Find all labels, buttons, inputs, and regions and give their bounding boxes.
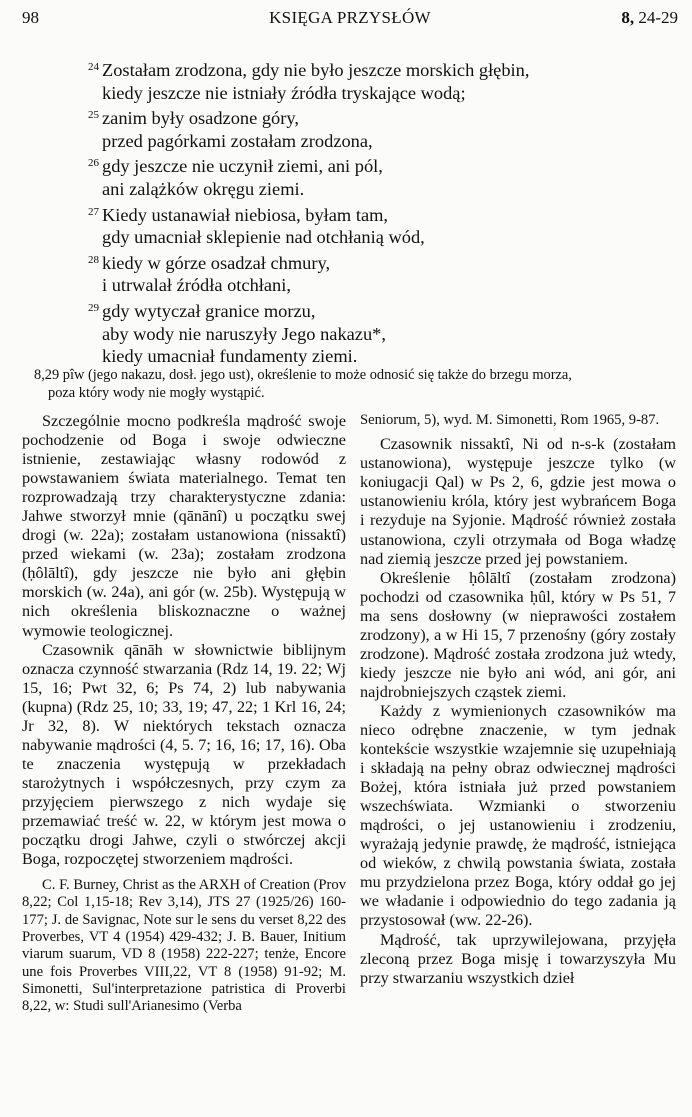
verse-text: gdy umacniał sklepienie nad otchłanią wód,	[102, 227, 425, 248]
verse-text: przed pagórkami zostałam zrodzona,	[102, 130, 373, 151]
verse-text: Zostałam zrodzona, gdy nie było jeszcze morskich głębin,	[102, 60, 530, 80]
commentary-paragraph: Określenie ḥôlāltî (zostałam zrodzona) pochodzi od czasownika ḥûl, który w Ps 51, 7 ma sens dosłowny (w nieprawości zostałem zrodzony), a w Hi 15, 7 przenośny (góry zostały zrodzone). Mądrość została zrodzona już wtedy, kiedy jeszcze nie było ani wód, ani gór, ani najdrobniejszych cząstek ziemi.	[360, 568, 676, 701]
verse-text: gdy jeszcze nie uczynił ziemi, ani pól,	[102, 156, 383, 177]
verse-line	[88, 178, 648, 201]
verse-line	[88, 56, 648, 82]
verse-line	[88, 152, 648, 178]
verse-text: Kiedy ustanawiał niebiosa, byłam tam,	[102, 204, 389, 225]
commentary-paragraph: Mądrość, tak uprzywilejowana, przyjęła zleconą przez Boga misję i towarzyszyła Mu przy stwarzaniu wszystkich dzieł	[360, 930, 676, 987]
verse-text: kiedy w górze osadzał chmury,	[102, 252, 331, 273]
bibliography-entry: C. F. Burney, Christ as the ARXH of Creation (Prov 8,22; Col 1,15-18; Rev 3,14), JTS 27 (1925/26) 160-177; J. de Savignac, Note sur le sens du verset 8,22 des Proverbes, VT 4 (1954) 429-432; J. B. Bauer, Initium viarum suarum, VD 8 (1958) 222-227; tenże, Encore une fois Proverbes VIII,22, VT 8 (1958) 91-92; M. Simonetti, Sul'interpretazione patristica di Proverbi 8,22, w: Studi sull'Arianesimo (Verba	[22, 877, 346, 1015]
verse-number: 29	[88, 301, 99, 314]
chapter-verse-ref	[621, 8, 678, 28]
verse-text: kiedy umacniał fundamenty ziemi.	[102, 346, 358, 367]
verse-number: 26	[88, 157, 99, 170]
verse-number: 28	[88, 253, 99, 266]
verse-line	[88, 201, 648, 227]
verse-line	[88, 345, 648, 368]
commentary-paragraph: Czasownik nissaktî, Ni od n-s-k (zostałam ustanowiona), występuje jeszcze tylko (w koniugacji Qal) w Ps 2, 6, gdzie jest mowa o ustanowieniu króla, który jest wybrańcem Boga i rezyduje na Syjonie. Mądrość również została ustanowiona, czyli otrzymała od Boga władzę nad ziemią jeszcze przed jej powstaniem.	[360, 435, 676, 568]
verse-number: 25	[88, 109, 99, 122]
verse-line	[88, 274, 648, 297]
commentary-paragraph: Szczególnie mocno podkreśla mądrość swoje pochodzenie od Boga i swoje odwieczne istnienie, zestawiając własny rodowód z powstawaniem świata materialnego. Temat ten rozprowadzają trzy charakterystyczne zdania: Jahwe stworzył mnie (qānānî) u początku swej drogi (w. 22a); zostałam ustanowiona (nissaktî) przed wiekami (w. 23a); zostałam zrodzona (ḥôlāltî), gdy jeszcze nie było ani głębin morskich (w. 24a), ani gór (w. 25b). Występują w nich określenia bliskoznaczne o ważnej wymowie teologicznej.	[22, 412, 346, 640]
commentary-paragraph: Każdy z wymienionych czasowników ma nieco odrębne znaczenie, w tym jednak kontekście wszystkie wzajemnie się uzupełniają i składają na pełny obraz odwiecznej mądrości Bożej, która istniała już przed powstaniem wszechświata. Wzmianki o stworzeniu mądrości, o jej ustanowieniu i zrodzeniu, wyrażają jedynie prawdę, że mądrość, istniejąca od wieków, z chwilą powstania świata, została mu przydzielona przez Boga, który oddał go jej we władanie i odpowiednio do tego zadania ją przystosował (ww. 22-26).	[360, 701, 676, 930]
verse-text: aby wody nie naruszyły Jego nakazu*,	[102, 323, 386, 344]
chapter-number: 8,	[621, 8, 635, 27]
footnote-line: 8,29 pîw (jego nakazu, dosł. jego ust), określenie to może odnosić się także do brzegu morza,	[34, 367, 572, 383]
verse-number: 24	[88, 61, 99, 73]
commentary-right-column	[360, 412, 676, 988]
page-number: 98	[22, 8, 39, 27]
verse-range: 24-29	[638, 8, 678, 27]
footnote-line: poza który wody nie mogły wystąpić.	[48, 384, 265, 401]
verse-line	[88, 323, 648, 346]
verse-line	[88, 226, 648, 249]
page-header	[22, 8, 678, 34]
verse-line	[88, 297, 648, 323]
verse-line	[88, 82, 648, 105]
verse-text: i utrwalał źródła otchłani,	[102, 275, 291, 296]
poem-block	[88, 56, 648, 368]
verse-text: ani zalążków okręgu ziemi.	[102, 178, 305, 199]
verse-line	[88, 249, 648, 275]
commentary-paragraph: Czasownik qānāh w słownictwie biblijnym oznacza czynność stwarzania (Rdz 14, 19. 22; Wj 15, 16; Pwt 32, 6; Ps 74, 2) lub nabywania (kupna) (Rdz 25, 10; 33, 19; 47, 22; 1 Krl 16, 24; Jr 32, 8). W niektórych tekstach oznacza nabywanie mądrości (4, 5. 7; 16, 16; 17, 16). Oba te znaczenia występują w przekładach starożytnych i współczesnych, przy czym za przyjęciem pierwszego z nich wydaje się przemawiać treść w. 22, w którym jest mowa o początku drogi Jahwe, czyli o stwórczej akcji Boga, rozpoczętej stworzeniem mądrości.	[22, 640, 346, 869]
verse-text: gdy wytyczał granice morzu,	[102, 300, 316, 321]
book-title: KSIĘGA PRZYSŁÓW	[269, 8, 431, 27]
verse-text: zanim były osadzone góry,	[102, 108, 299, 129]
verse-line	[88, 104, 648, 130]
commentary-left-column	[22, 412, 346, 1016]
verse-line	[88, 130, 648, 153]
verse-number: 27	[88, 205, 99, 218]
bibliography-continuation: Seniorum, 5), wyd. M. Simonetti, Rom 1965, 9-87.	[360, 412, 660, 428]
verse-text: kiedy jeszcze nie istniały źródła tryskające wodą;	[102, 82, 466, 103]
textual-footnote	[34, 367, 674, 402]
